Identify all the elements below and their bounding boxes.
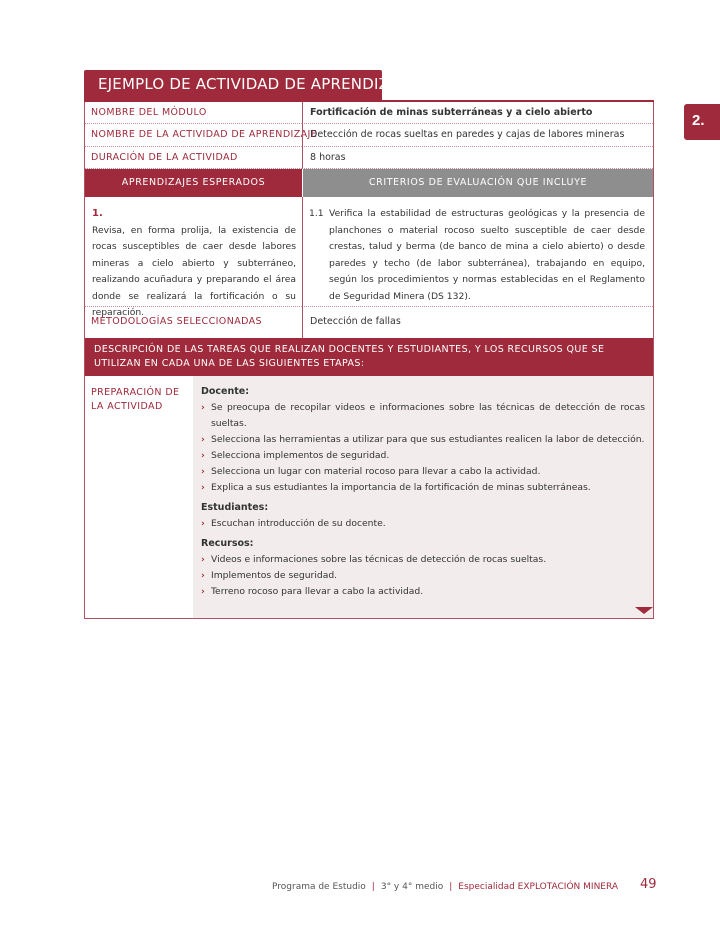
bullet-icon: › <box>201 450 205 461</box>
bullet-icon: › <box>201 554 205 565</box>
list-item <box>201 552 645 568</box>
duration-value: 8 horas <box>302 147 653 169</box>
bullet-icon: › <box>201 482 205 493</box>
docente-title: Docente: <box>201 386 250 397</box>
footer-program: Programa de Estudio <box>272 882 366 892</box>
footer-separator: | <box>371 882 375 892</box>
criteria-cell <box>302 197 653 307</box>
list-item-text: Explica a sus estudiantes la importancia de la fortificación de minas subterráneas. <box>211 482 591 493</box>
bullet-icon: › <box>201 402 205 413</box>
estudiantes-list <box>201 516 645 532</box>
recursos-group <box>201 538 645 600</box>
footer <box>272 880 618 894</box>
recursos-title: Recursos: <box>201 538 254 549</box>
learning-cell <box>85 197 302 318</box>
list-item-text: Terreno rocoso para llevar a cabo la actividad. <box>211 586 424 597</box>
list-item-text: Se preocupa de recopilar videos e informaciones sobre las técnicas de detección de rocas sueltas. <box>211 402 645 429</box>
bullet-icon: › <box>201 518 205 529</box>
list-item-text: Videos e informaciones sobre las técnicas de detección de rocas sueltas. <box>211 554 547 565</box>
activity-table <box>84 102 654 619</box>
list-item-text: Selecciona implementos de seguridad. <box>211 450 390 461</box>
list-item-text: Implementos de seguridad. <box>211 570 338 581</box>
estudiantes-group <box>201 502 645 532</box>
module-row <box>85 102 653 124</box>
list-item-text: Escuchan introducción de su docente. <box>211 518 386 529</box>
duration-row <box>85 147 653 169</box>
list-item <box>201 516 645 532</box>
methodology-label: METODOLOGÍAS SELECCIONADAS <box>91 316 262 327</box>
activity-value: Detección de rocas sueltas en paredes y cajas de labores mineras <box>302 124 653 147</box>
preparation-label: PREPARACIÓN DE LA ACTIVIDAD <box>91 387 180 412</box>
bullet-icon: › <box>201 434 205 445</box>
activity-row <box>85 124 653 147</box>
activity-label: NOMBRE DE LA ACTIVIDAD DE APRENDIZAJE <box>85 124 302 147</box>
methodology-value: Detección de fallas <box>302 307 653 338</box>
methodology-row <box>85 307 653 338</box>
estudiantes-title: Estudiantes: <box>201 502 269 513</box>
continue-triangle-icon <box>635 607 653 614</box>
criteria-header: CRITERIOS DE EVALUACIÓN QUE INCLUYE <box>303 169 653 197</box>
learning-number: 1. <box>92 208 103 219</box>
bullet-icon: › <box>201 586 205 597</box>
list-item-text: Selecciona un lugar con material rocoso para llevar a cabo la actividad. <box>211 466 541 477</box>
footer-separator: | <box>449 882 453 892</box>
learning-text: Revisa, en forma prolija, la existencia de rocas susceptibles de caer desde labores mineras a cielo abierto y subterráneo, realizando acuñadura y preparando el área donde se realizará la fortificación o su reparación. <box>92 224 296 318</box>
description-header: DESCRIPCIÓN DE LAS TAREAS QUE REALIZAN DOCENTES Y ESTUDIANTES, Y LOS RECURSOS QUE SE UTILIZAN EN CADA UNA DE LAS SIGUIENTES ETAPAS: <box>85 338 653 376</box>
docente-group <box>201 386 645 496</box>
page-number: 49 <box>640 877 657 892</box>
list-item <box>201 400 645 432</box>
learning-header: APRENDIZAJES ESPERADOS <box>85 169 302 197</box>
bullet-icon: › <box>201 570 205 581</box>
bullet-icon: › <box>201 466 205 477</box>
list-item <box>201 464 645 480</box>
list-item-text: Selecciona las herramientas a utilizar para que sus estudiantes realicen la labor de detección. <box>211 434 645 445</box>
chapter-marker: 2. <box>684 104 720 140</box>
module-label: NOMBRE DEL MÓDULO <box>85 102 302 124</box>
duration-label: DURACIÓN DE LA ACTIVIDAD <box>85 147 302 169</box>
docente-list <box>201 400 645 496</box>
footer-specialty: Especialidad EXPLOTACIÓN MINERA <box>458 882 619 892</box>
criteria-number: 1.1 <box>309 208 324 219</box>
list-item <box>201 584 645 600</box>
footer-level: 3° y 4° medio <box>380 882 444 892</box>
activity-title-tab: EJEMPLO DE ACTIVIDAD DE APRENDIZAJE <box>84 70 382 102</box>
preparation-body <box>193 376 653 618</box>
list-item <box>201 448 645 464</box>
criteria-text: Verifica la estabilidad de estructuras geológicas y la presencia de planchones o material rocoso suelto susceptible de caer desde crestas, talud y berma (de banco de mina a cielo abierto) o desde paredes y techo (de labor subterránea), trabajando en equipo, según los procedimientos y normas establecidas en el Reglamento de Seguridad Minera (DS 132). <box>329 208 645 302</box>
list-item <box>201 432 645 448</box>
recursos-list <box>201 552 645 600</box>
module-value: Fortificación de minas subterráneas y a cielo abierto <box>302 102 653 124</box>
list-item <box>201 480 645 496</box>
list-item <box>201 568 645 584</box>
